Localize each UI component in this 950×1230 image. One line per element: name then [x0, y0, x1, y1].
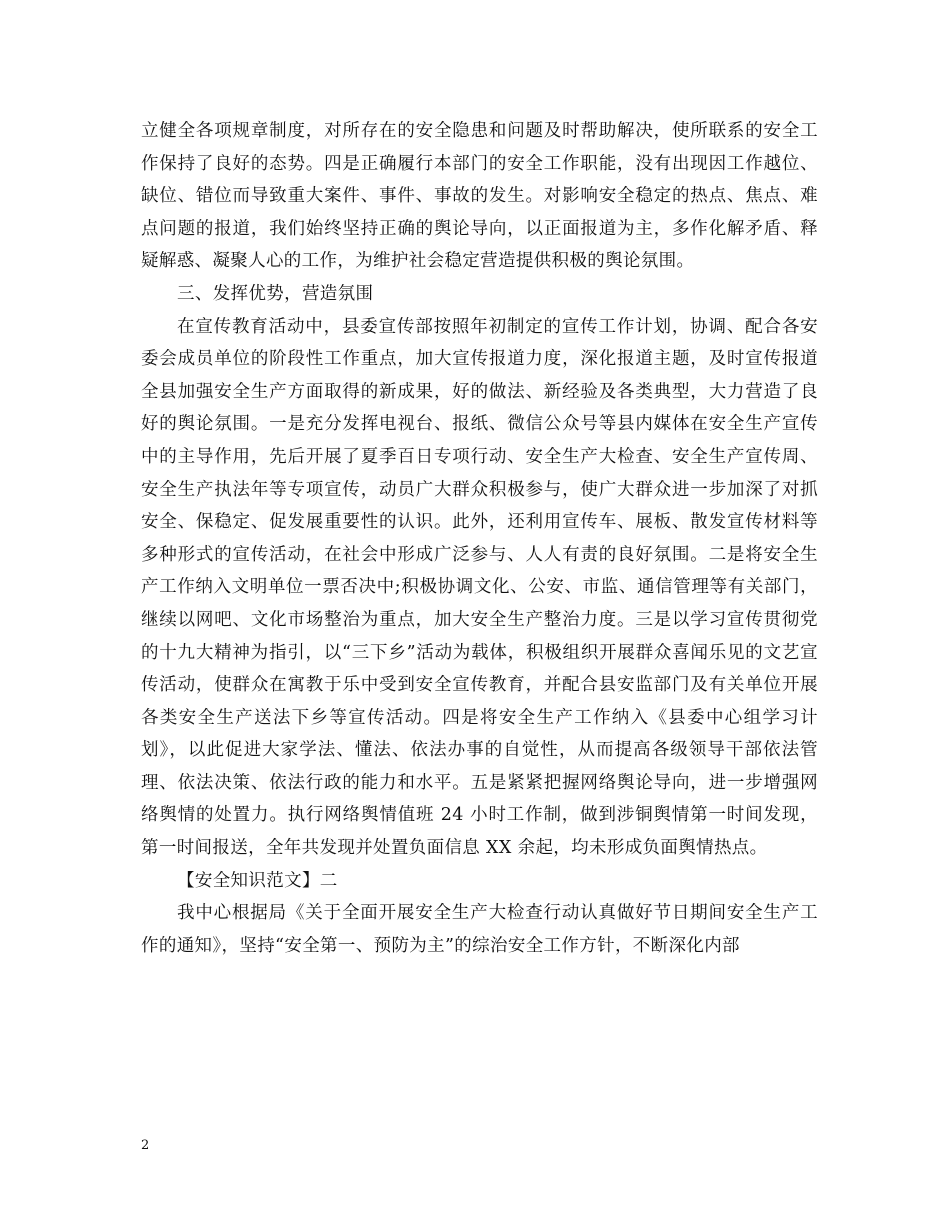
- paragraph-sample-two: 我中心根据局《关于全面开展安全生产大检查行动认真做好节日期间安全生产工作的通知》，坚持“安全第一、预防为主”的综治安全工作方针，不断深化内部: [141, 903, 818, 956]
- paragraph-publicity: 在宣传教育活动中，县委宣传部按照年初制定的宣传工作计划，协调、配合各安委会成员单位的阶段性工作重点，加大宣传报道力度，深化报道主题，及时宣传报道全县加强安全生产方面取得的新成果，好的做法、新经验及各类典型，大力营造了良好的舆论氛围。一是充分发挥电视台、报纸、微信公众号等县内媒体在安全生产宣传中的主导作用，先后开展了夏季百日专项行动、安全生产大检查、安全生产宣传周、安全生产执法年等专项宣传，动员广大群众积极参与，使广大群众进一步加深了对抓安全、保稳定、促发展重要性的认识。此外，还利用宣传车、展板、散发宣传材料等多种形式的宣传活动，在社会中形成广泛参与、人人有责的良好氛围。二是将安全生产工作纳入文明单位一票否决中;积极协调文化、公安、市监、通信管理等有关部门，继续以网吧、文化市场整治为重点，加大安全生产整治力度。三是以学习宣传贯彻党的十九大精神为指引，以“三下乡”活动为载体，积极组织开展群众喜闻乐见的文艺宣传活动，使群众在寓教于乐中受到安全宣传教育，并配合县安监部门及有关单位开展各类安全生产送法下乡等宣传活动。四是将安全生产工作纳入《县委中心组学习计划》，以此促进大家学法、懂法、依法办事的自觉性，从而提高各级领导干部依法管理、依法决策、依法行政的能力和水平。五是紧紧把握网络舆论导向，进一步增强网络舆情的处置力。执行网络舆情值班 24 小时工作制，做到涉铜舆情第一时间发现，第一时间报送，全年共发现并处置负面信息 XX 余起，均未形成负面舆情热点。: [141, 316, 818, 859]
- paragraph-continuation: 立健全各项规章制度，对所存在的安全隐患和问题及时帮助解决，使所联系的安全工作保持了良好的态势。四是正确履行本部门的安全工作职能，没有出现因工作越位、缺位、错位而导致重大案件、事件、事故的发生。对影响安全稳定的热点、焦点、难点问题的报道，我们始终坚持正确的舆论导向，以正面报道为主，多作化解矛盾、释疑解惑、凝聚人心的工作，为维护社会稳定营造提供积极的舆论氛围。: [141, 121, 818, 272]
- page-number: 2: [141, 1138, 150, 1153]
- document-body: [141, 115, 818, 962]
- sample-heading: 【安全知识范文】二: [177, 870, 338, 891]
- section-heading: 三、发挥优势，营造氛围: [177, 283, 374, 304]
